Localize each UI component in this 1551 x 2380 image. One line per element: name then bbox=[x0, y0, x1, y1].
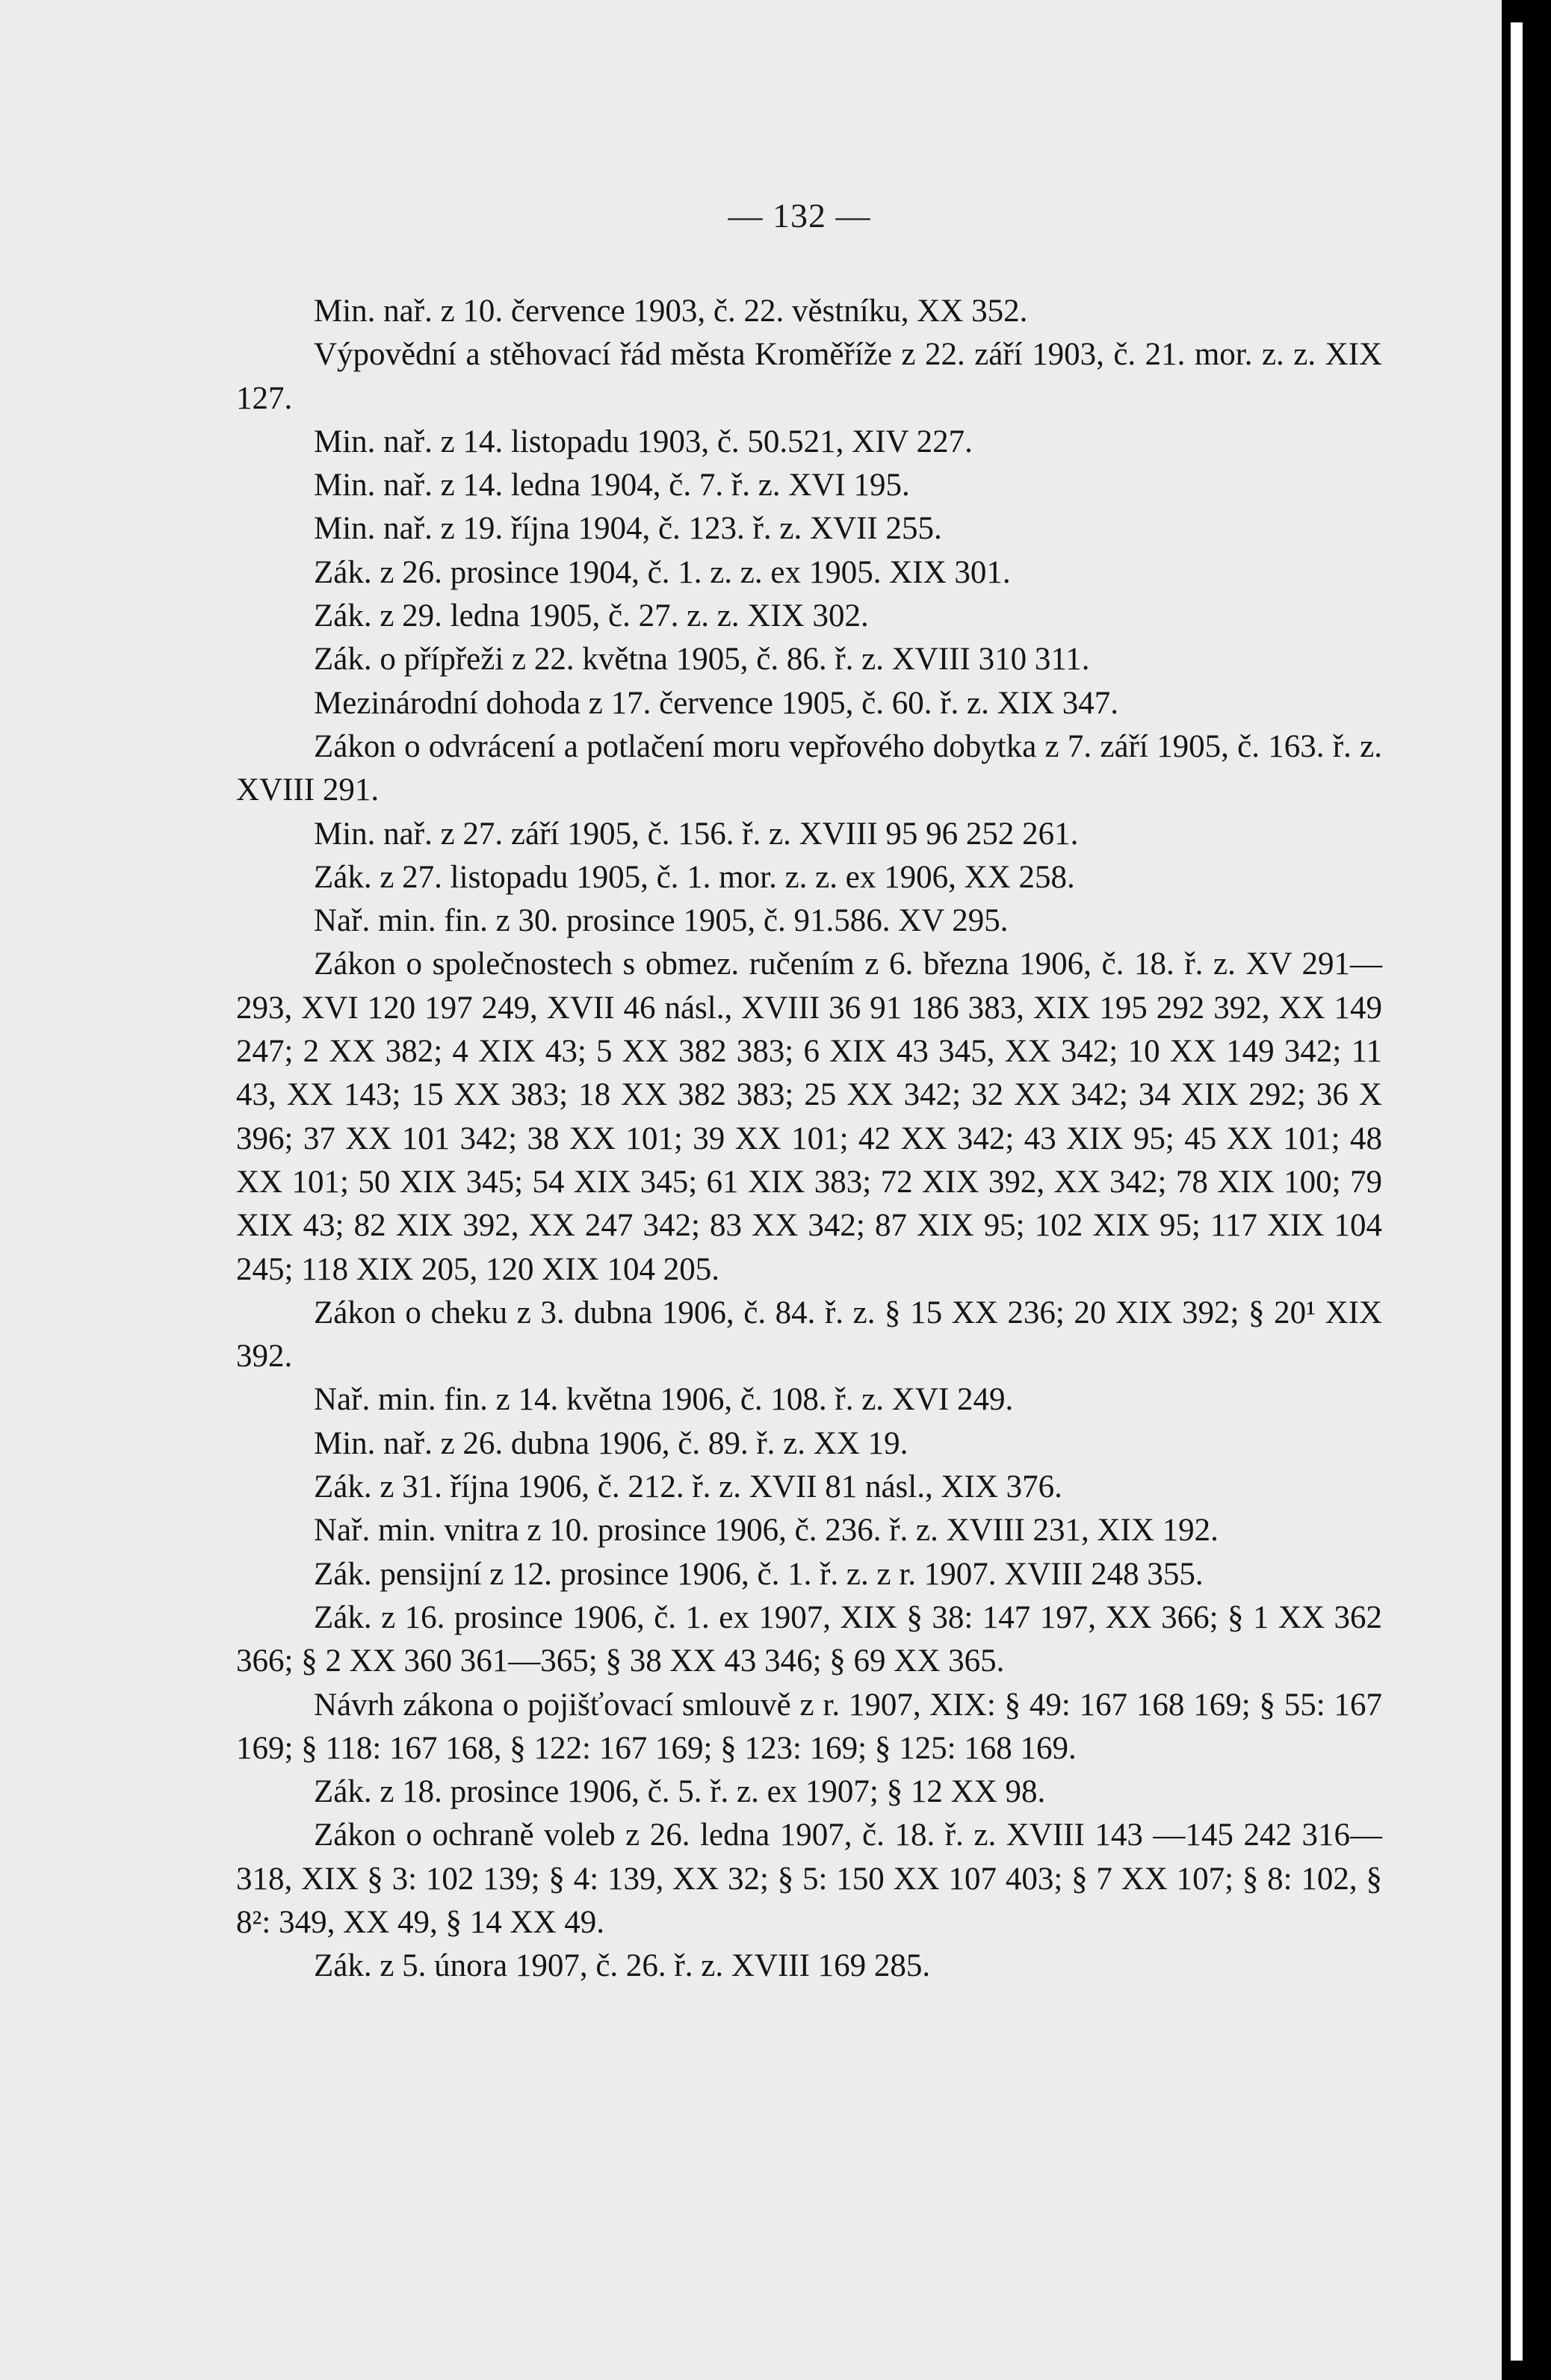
entry: Nař. min. vnitra z 10. prosince 1906, č. 236. ř. z. XVIII 231, XIX 192. bbox=[314, 1513, 1219, 1549]
index-entries bbox=[236, 290, 1382, 1989]
page-number: — 132 — bbox=[728, 196, 871, 235]
entry: Zákon o ochraně voleb z 26. ledna 1907, č. 18. ř. z. XVIII 143 —145 242 316—318, XIX § 3: 102 139; § 4: 139, XX 32; § 5: 150 XX 107 403; § 7 XX 107; § 8: 102, § 8²: 349, XX 49, § 14 XX 49. bbox=[236, 1817, 1382, 1940]
entry: Zák. z 29. ledna 1905, č. 27. z. z. XIX 302. bbox=[314, 598, 869, 634]
entry: Min. nař. z 27. září 1905, č. 156. ř. z. XVIII 95 96 252 261. bbox=[314, 816, 1079, 852]
entry: Zák. pensijní z 12. prosince 1906, č. 1. ř. z. z r. 1907. XVIII 248 355. bbox=[314, 1556, 1204, 1592]
entry: Zák. o přípřeži z 22. května 1905, č. 86. ř. z. XVIII 310 311. bbox=[314, 642, 1090, 678]
entry: Zákon o odvrácení a potlačení moru vepřového dobytka z 7. září 1905, č. 163. ř. z. XVIII 291. bbox=[236, 728, 1382, 808]
entry: Zák. z 26. prosince 1904, č. 1. z. z. ex 1905. XIX 301. bbox=[314, 554, 1011, 590]
entry: Min. nař. z 14. ledna 1904, č. 7. ř. z. XVI 195. bbox=[314, 468, 910, 503]
entry: Nař. min. fin. z 14. května 1906, č. 108. ř. z. XVI 249. bbox=[314, 1382, 1014, 1418]
entry: Zák. z 27. listopadu 1905, č. 1. mor. z. z. ex 1906, XX 258. bbox=[314, 859, 1075, 895]
scan-binding-edge bbox=[1502, 0, 1551, 2380]
entry: Zák. z 31. října 1906, č. 212. ř. z. XVII 81 násl., XIX 376. bbox=[314, 1469, 1062, 1505]
entry: Mezinárodní dohoda z 17. července 1905, č. 60. ř. z. XIX 347. bbox=[314, 685, 1119, 721]
entry: Zák. z 16. prosince 1906, č. 1. ex 1907, XIX § 38: 147 197, XX 366; § 1 XX 362 366; § 2 XX 360 361—365; § 38 XX 43 346; § 69 XX 365. bbox=[236, 1599, 1382, 1679]
entry: Zákon o společnostech s obmez. ručením z 6. března 1906, č. 18. ř. z. XV 291—293, XVI 120 197 249, XVII 46 násl., XVIII 36 91 186 383, XIX 195 292 392, XX 149 247; 2 XX 382; 4 XIX 43; 5 XX 382 383; 6 XIX 43 345, XX 342; 10 XX 149 342; 11 43, XX 143; 15 XX 383; 18 XX 382 383; 25 XX 342; 32 XX 342; 34 XIX 292; 36 X 396; 37 XX 101 342; 38 XX 101; 39 XX 101; 42 XX 342; 43 XIX 95; 45 XX 101; 48 XX 101; 50 XIX 345; 54 XIX 345; 61 XIX 383; 72 XIX 392, XX 342; 78 XIX 100; 79 XIX 43; 82 XIX 392, XX 247 342; 83 XX 342; 87 XIX 95; 102 XIX 95; 117 XIX 104 245; 118 XIX 205, 120 XIX 104 205. bbox=[236, 946, 1382, 1287]
entry: Zákon o cheku z 3. dubna 1906, č. 84. ř. z. § 15 XX 236; 20 XIX 392; § 20¹ XIX 392. bbox=[236, 1295, 1382, 1375]
entry: Návrh zákona o pojišťovací smlouvě z r. 1907, XIX: § 49: 167 168 169; § 55: 167 169; § 118: 167 168, § 122: 167 169; § 123: 169; § 125: 168 169. bbox=[236, 1687, 1382, 1766]
entry: Výpovědní a stěhovací řád města Kroměříže z 22. září 1903, č. 21. mor. z. z. XIX 127. bbox=[236, 337, 1382, 416]
entry: Zák. z 18. prosince 1906, č. 5. ř. z. ex 1907; § 12 XX 98. bbox=[314, 1774, 1046, 1810]
entry: Min. nař. z 14. listopadu 1903, č. 50.521, XIV 227. bbox=[314, 424, 973, 459]
scan-binding-line bbox=[1511, 22, 1523, 2361]
entry: Min. nař. z 26. dubna 1906, č. 89. ř. z. XX 19. bbox=[314, 1425, 908, 1461]
entry: Zák. z 5. února 1907, č. 26. ř. z. XVIII 169 285. bbox=[314, 1948, 931, 1984]
entry: Nař. min. fin. z 30. prosince 1905, č. 91.586. XV 295. bbox=[314, 903, 1009, 939]
entry: Min. nař. z 10. července 1903, č. 22. věstníku, XX 352. bbox=[314, 294, 1028, 329]
entry: Min. nař. z 19. října 1904, č. 123. ř. z. XVII 255. bbox=[314, 511, 942, 547]
